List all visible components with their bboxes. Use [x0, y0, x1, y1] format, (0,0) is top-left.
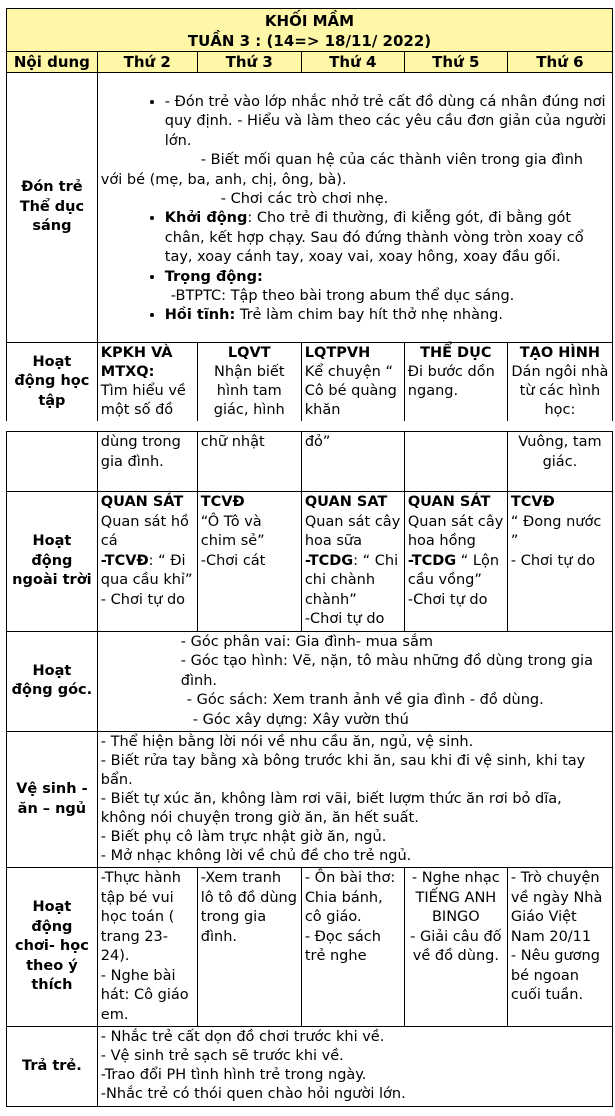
hoc-tap-cont-day-3: đỏ”: [301, 432, 404, 492]
row-label-hoc-tap: Hoạt động học tập: [7, 343, 98, 422]
so-thich-day-3: - Ôn bài thơ: Chia bánh, cô giáo. - Đọc sách trẻ nghe: [301, 868, 404, 1027]
hoc-tap-cont-day-2: chữ nhật: [197, 432, 301, 492]
tra-tre-content: - Nhắc trẻ cất dọn đồ chơi trước khi về. - Vệ sinh trẻ sạch sẽ trước khi về. -Trao đổi PH tình hình trẻ trong ngày. -Nhắc trẻ có thói quen chào hỏi người lớn.: [97, 1027, 612, 1107]
row-label-tra-tre: Trả trẻ.: [7, 1027, 98, 1107]
row-label-don-tre: Đón trẻ Thể dục sáng: [7, 73, 98, 343]
hoc-tap-cont-label: [7, 432, 98, 492]
ngoai-troi-day-2: TCVĐ “Ô Tô và chim sẻ” -Chơi cát: [197, 492, 301, 632]
header-day-2: Thứ 3: [197, 52, 301, 73]
trong-dong-item: • Trọng động:: [165, 268, 609, 287]
ngoai-troi-day-3: QUAN SAT Quan sát cây hoa sữa -TCDG: “ Chi chi chành chành” -Chơi tự do: [301, 492, 404, 632]
ngoai-troi-day-4: QUAN SÁT Quan sát cây hoa hồng -TCDG “ Lộn cầu vồng” -Chơi tự do: [404, 492, 507, 632]
so-thich-day-1: -Thực hành tập bé vui học toán ( trang 23-24). - Nghe bài hát: Cô giáo em.: [97, 868, 197, 1027]
so-thich-day-2: -Xem tranh lô tô đồ dùng trong gia đình.: [197, 868, 301, 1027]
btptc-text: -BTPTC: Tập theo bài trong abum thể dục sáng.: [170, 288, 515, 305]
schedule-table-part2: [6, 431, 613, 1107]
don-tre-exercise-list: [101, 209, 609, 287]
don-tre-item: • - Đón trẻ vào lớp nhắc nhở trẻ cất đồ dùng cá nhân đúng nơi quy định. - Hiểu và làm theo các yêu cầu đơn giản của người lớn.: [165, 93, 609, 151]
hoc-tap-day-3: LQTPVH Kể chuyện “ Cô bé quàng khăn: [301, 343, 404, 422]
ve-sinh-content: - Thể hiện bằng lời nói về nhu cầu ăn, ngủ, vệ sinh. - Biết rửa tay bằng xà bông trước khi ăn, sau khi đi vệ sinh, khi tay bẩn. - Biết tự xúc ăn, không làm rơi vãi, biết lượm thức ăn rơi bỏ dĩa, không nói chuyện trong giờ ăn, ăn hết suất. - Biết phụ cô làm trực nhật giờ ăn, ngủ. - Mở nhạc không lời về chủ đề cho trẻ ngủ.: [97, 732, 612, 868]
so-thich-day-5: - Trò chuyện về ngày Nhà Giáo Việt Nam 20/11 - Nêu gương bé ngoan cuối tuần.: [507, 868, 612, 1027]
row-label-goc: Hoạt động góc.: [7, 631, 98, 732]
hoc-tap-day-1: KPKH VÀ MTXQ: Tìm hiểu về một số đồ: [97, 343, 197, 422]
page-break: [0, 421, 615, 431]
ngoai-troi-day-1: QUAN SÁT Quan sát hồ cá -TCVĐ: “ Đi qua cầu khỉ” - Chơi tự do: [97, 492, 197, 632]
don-tre-games: - Chơi các trò chơi nhẹ.: [220, 191, 389, 208]
don-tre-relationship: - Biết mối quan hệ của các thành viên trong gia đình với bé (mẹ, ba, anh, chị, ông, bà).: [100, 152, 583, 188]
row-label-ve-sinh: Vệ sinh - ăn – ngủ: [7, 732, 98, 868]
title-cell: [7, 9, 613, 52]
hoi-tinh-list: [101, 306, 609, 325]
hoc-tap-cont-day-1: dùng trong gia đình.: [97, 432, 197, 492]
header-content: Nội dung: [7, 52, 98, 73]
schedule-table-part1: [6, 8, 613, 422]
header-day-1: Thứ 2: [97, 52, 197, 73]
ngoai-troi-day-5: TCVĐ “ Đong nước ” - Chơi tự do: [507, 492, 612, 632]
hoc-tap-day-2: LQVT Nhận biết hình tam giác, hình: [197, 343, 301, 422]
title: KHỐI MẦM: [264, 12, 355, 30]
don-tre-list: [101, 93, 609, 151]
hoc-tap-day-5: TẠO HÌNH Dán ngôi nhà từ các hình học:: [507, 343, 612, 422]
row-label-ngoai-troi: Hoạt động ngoài trời: [7, 492, 98, 632]
khoi-dong-item: • Khởi động: Cho trẻ đi thường, đi kiễng gót, đi bằng gót chân, kết hợp chạy. Sau đó đứng thành vòng tròn xoay cổ tay, xoay cánh tay, xoay vai, xoay hông, xoay đầu gối.: [165, 209, 609, 267]
hoc-tap-cont-day-4: [404, 432, 507, 492]
goc-content: - Góc phân vai: Gia đình- mua sắm - Góc tạo hình: Vẽ, nặn, tô màu những đồ dùng trong gia đình. - Góc sách: Xem tranh ảnh về gia đình - đồ dùng. - Góc xây dựng: Xây vườn thú: [97, 631, 612, 732]
header-day-5: Thứ 6: [507, 52, 612, 73]
row-label-so-thich: Hoạt động chơi- học theo ý thích: [7, 868, 98, 1027]
don-tre-content: [97, 73, 612, 343]
hoi-tinh-item: • Hồi tĩnh: Trẻ làm chim bay hít thở nhẹ nhàng.: [165, 306, 609, 325]
header-day-3: Thứ 4: [301, 52, 404, 73]
week-title: TUẦN 3 : (14=> 18/11/ 2022): [187, 32, 432, 50]
hoc-tap-cont-day-5: Vuông, tam giác.: [507, 432, 612, 492]
hoc-tap-day-4: THỂ DỤC Đi bước dồn ngang.: [404, 343, 507, 422]
so-thich-day-4: - Nghe nhạc TIẾNG ANH BINGO - Giải câu đố về đồ dùng.: [404, 868, 507, 1027]
header-day-4: Thứ 5: [404, 52, 507, 73]
